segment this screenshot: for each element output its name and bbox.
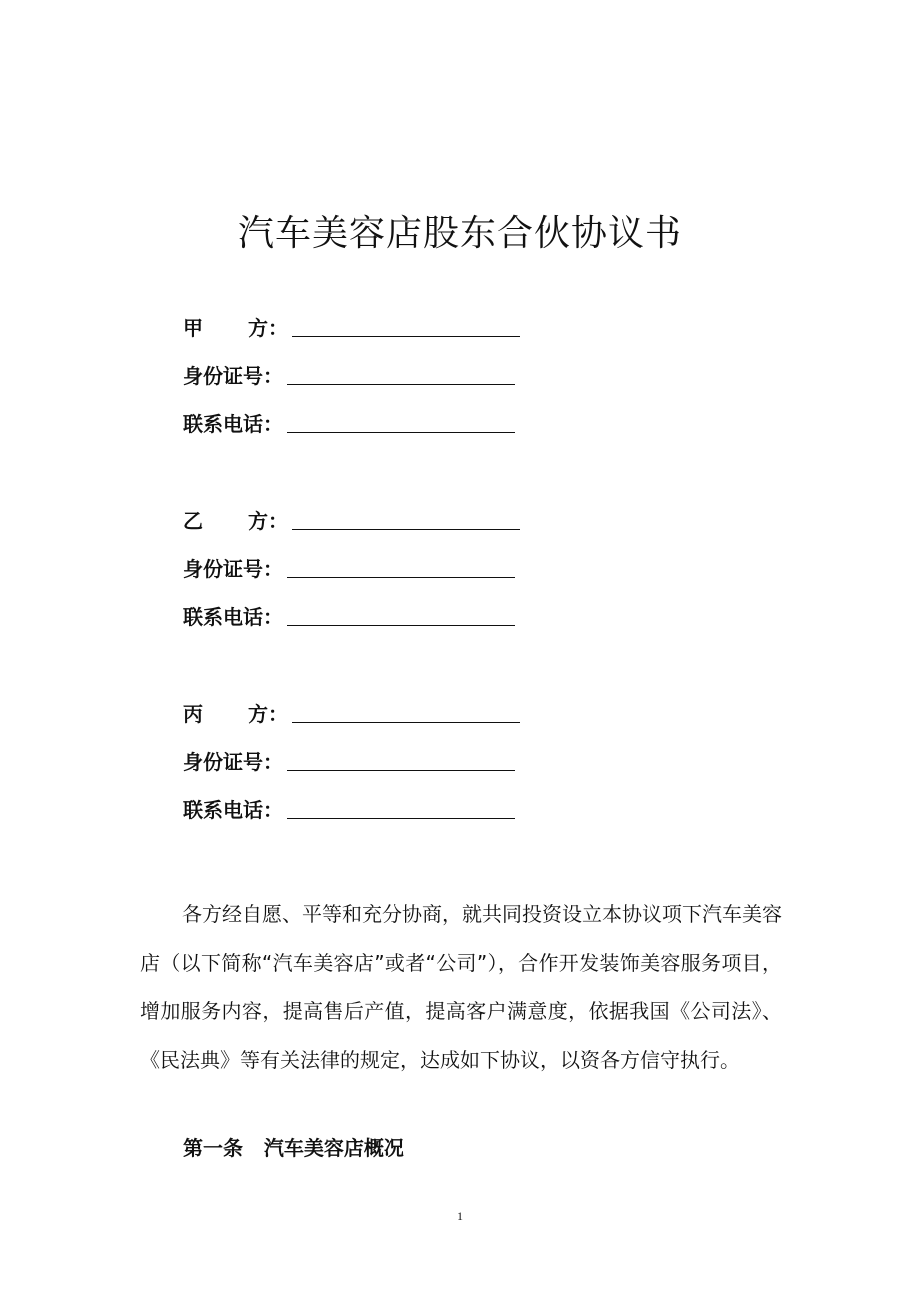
party-a-phone-blank[interactable] <box>287 406 515 433</box>
party-b-id-blank[interactable] <box>287 551 515 578</box>
party-a-name-row: 甲 方 ： <box>183 310 543 358</box>
party-c-name-row: 丙 方 ： <box>183 696 543 744</box>
document-title: 汽车美容店股东合伙协议书 <box>237 213 682 254</box>
party-a-phone-row: 联系电话 ： <box>183 406 543 454</box>
party-b-block <box>183 503 543 647</box>
party-a-name-blank[interactable] <box>292 310 520 337</box>
party-a-id-label: 身份证号 <box>183 364 263 388</box>
party-c-block <box>183 696 543 840</box>
party-a-id-row: 身份证号 ： <box>183 358 543 406</box>
party-c-id-label: 身份证号 <box>183 750 263 774</box>
party-b-name-label: 乙 方 <box>183 509 268 533</box>
party-c-name-blank[interactable] <box>292 696 520 723</box>
party-b-id-row: 身份证号 ： <box>183 551 543 599</box>
party-c-phone-label: 联系电话 <box>183 798 263 822</box>
party-a-name-label: 甲 方 <box>183 316 268 340</box>
party-c-name-label: 丙 方 <box>183 702 268 726</box>
party-c-id-row: 身份证号 ： <box>183 744 543 792</box>
party-b-phone-blank[interactable] <box>287 599 515 626</box>
party-b-name-row: 乙 方 ： <box>183 503 543 551</box>
party-c-id-blank[interactable] <box>287 744 515 771</box>
intro-paragraph: 各方经自愿、平等和充分协商，就共同投资设立本协议项下汽车美容店（以下简称“汽车美容店”或者“公司”），合作开发装饰美容服务项目，增加服务内容，提高售后产值，提高客户满意度，依据我国《公司法》、《民法典》等有关法律的规定，达成如下协议，以资各方信守执行。 <box>140 902 782 1072</box>
article-1-heading: 第一条 汽车美容店概况 <box>183 1136 404 1160</box>
party-c-phone-row: 联系电话 ： <box>183 792 543 840</box>
party-c-phone-blank[interactable] <box>287 792 515 819</box>
party-a-id-blank[interactable] <box>287 358 515 385</box>
party-b-name-blank[interactable] <box>292 503 520 530</box>
party-b-id-label: 身份证号 <box>183 557 263 581</box>
party-b-phone-row: 联系电话 ： <box>183 599 543 647</box>
page-number: 1 <box>457 1209 463 1223</box>
party-a-block <box>183 310 543 454</box>
party-a-phone-label: 联系电话 <box>183 412 263 436</box>
party-b-phone-label: 联系电话 <box>183 605 263 629</box>
